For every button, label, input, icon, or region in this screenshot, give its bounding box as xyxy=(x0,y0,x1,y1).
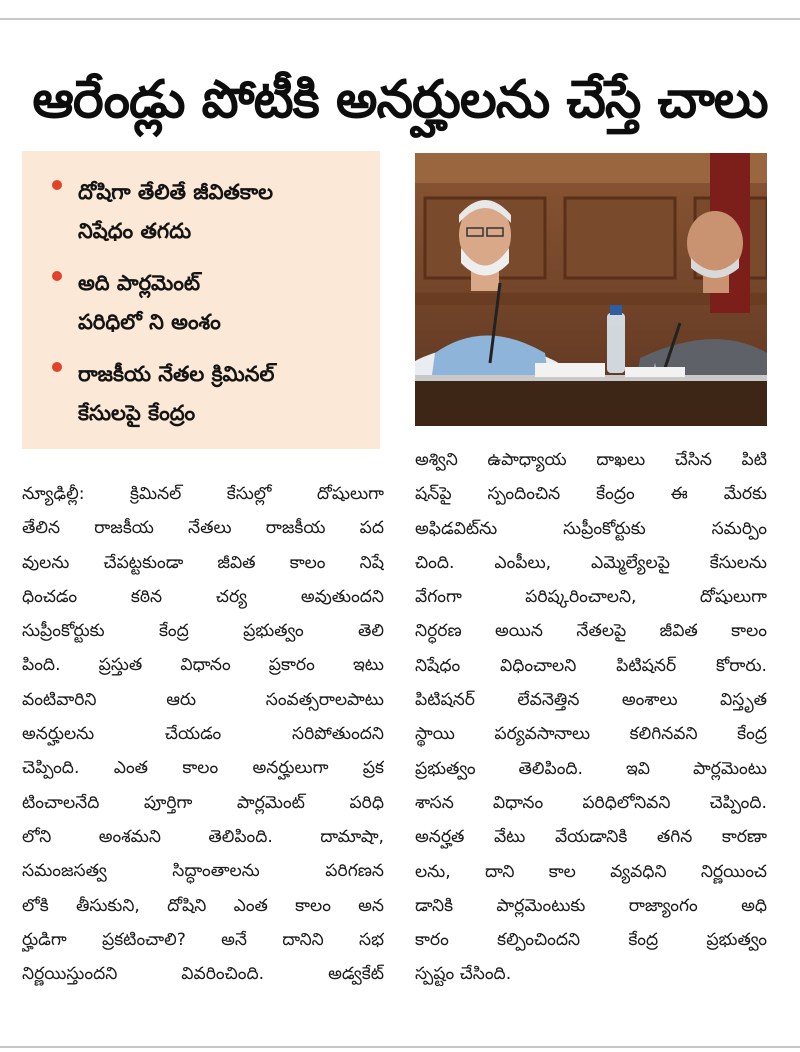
article-line: టించాలనేది పూర్తిగా పార్లమెంట్ పరిధి xyxy=(22,792,384,813)
article-column-left xyxy=(22,477,384,991)
article-line: వంటివారిని ఆరు సంవత్సరాలపాటు xyxy=(22,689,384,710)
article-line: చింది. ఎంపీలు, ఎమ్మెల్యేలపై కేసులను xyxy=(415,552,767,573)
highlight-line: దోషిగా తేలితే జీవితకాల xyxy=(78,180,273,204)
article-line: నిషేధం విధించాలని పిటిషనర్ కోరారు. xyxy=(415,655,767,676)
article-line: పిటిషనర్ లేవనెత్తిన అంశాలు విస్తృత xyxy=(415,690,767,711)
bullet-icon xyxy=(52,180,62,190)
article-line: అనర్హులను చేయడం సరిపోతుందని xyxy=(22,724,384,745)
article-line: లను, దాని కాల వ్యవధిని నిర్ణయించ xyxy=(415,861,767,882)
photo-illustration xyxy=(415,153,767,426)
news-photo xyxy=(415,153,767,426)
bottom-rule xyxy=(0,1046,800,1048)
article-line: ర్హుడిగా ప్రకటించాలి? అనే దానిని సభ xyxy=(22,929,384,950)
bullet-icon xyxy=(52,362,62,372)
highlight-item xyxy=(52,264,366,342)
article-line: స్పష్టం చేసింది. xyxy=(415,964,512,985)
highlight-line: కేసులపై కేంద్రం xyxy=(78,401,196,425)
article-line: న్యూఢిల్లీ: క్రిమినల్ కేసుల్లో దోషులుగా xyxy=(22,484,384,504)
article-line: ప్రభుత్వం తెలిపింది. ఇవి పార్లమెంటు xyxy=(415,758,767,779)
article-line: వేగంగా పరిష్కరించాలని, దోషులుగా xyxy=(415,587,767,608)
article-line: లోకి తీసుకుని, దోషిని ఎంత కాలం అన xyxy=(22,895,384,916)
article-line: స్థాయి పర్యవసానాలు కలిగినవని కేంద్ర xyxy=(415,724,767,745)
highlights-box xyxy=(22,151,380,449)
article-line: అశ్విని ఉపాధ్యాయ దాఖలు చేసిన పిటి xyxy=(415,450,767,470)
highlight-line: నిషేధం తగదు xyxy=(78,219,192,243)
headline: ఆరేండ్లు పోటీకి అనర్హులను చేస్తే చాలు xyxy=(32,70,768,130)
highlight-item xyxy=(52,173,366,251)
article-line: అఫిడవిట్‌ను సుప్రీంకోర్టుకు సమర్పిం xyxy=(415,518,767,539)
article-line: లోని అంశమని తెలిపింది. దామాషా, xyxy=(22,826,384,847)
highlight-line: పరిధిలో ని అంశం xyxy=(78,310,221,334)
article-line: కారం కల్పించిందని కేంద్ర ప్రభుత్వం xyxy=(415,930,767,951)
article-line: డానికి పార్లమెంటుకు రాజ్యాంగం అధి xyxy=(415,895,767,916)
article-line: చెప్పింది. ఎంత కాలం అనర్హులుగా ప్రక xyxy=(22,758,384,779)
article-line: నిర్ధరణ అయిన నేతలపై జీవిత కాలం xyxy=(415,621,767,642)
article-line: తేలిన రాజకీయ నేతలు రాజకీయ పద xyxy=(22,518,384,539)
article-line: సమంజసత్వ సిద్ధాంతాలను పరిగణన xyxy=(22,861,384,882)
top-rule xyxy=(0,18,800,20)
highlight-line: రాజకీయ నేతల క్రిమినల్ xyxy=(78,362,275,386)
article-line: నిర్ణయిస్తుందని వివరించింది. అడ్వకేట్ xyxy=(22,964,384,985)
article-line: సుప్రీంకోర్టుకు కేంద్ర ప్రభుత్వం తెలి xyxy=(22,621,384,642)
article-line: వులను చేపట్టకుండా జీవిత కాలం నిషే xyxy=(22,552,384,573)
article-line: అనర్హత వేటు వేయడానికి తగిన కారణా xyxy=(415,827,767,848)
article-line: శాసన విధానం పరిధిలోనివని చెప్పింది. xyxy=(415,792,767,813)
article-line: షన్‌పై స్పందించిన కేంద్రం ఈ మేరకు xyxy=(415,484,767,505)
article-line: పింది. ప్రస్తుత విధానం ప్రకారం ఇటు xyxy=(22,655,384,676)
highlight-line: అది పార్లమెంట్ xyxy=(78,271,201,295)
article-column-right xyxy=(415,443,767,992)
article-line: ధించడం కఠిన చర్య అవుతుందని xyxy=(22,586,384,607)
highlight-item xyxy=(52,355,366,433)
bullet-icon xyxy=(52,271,62,281)
